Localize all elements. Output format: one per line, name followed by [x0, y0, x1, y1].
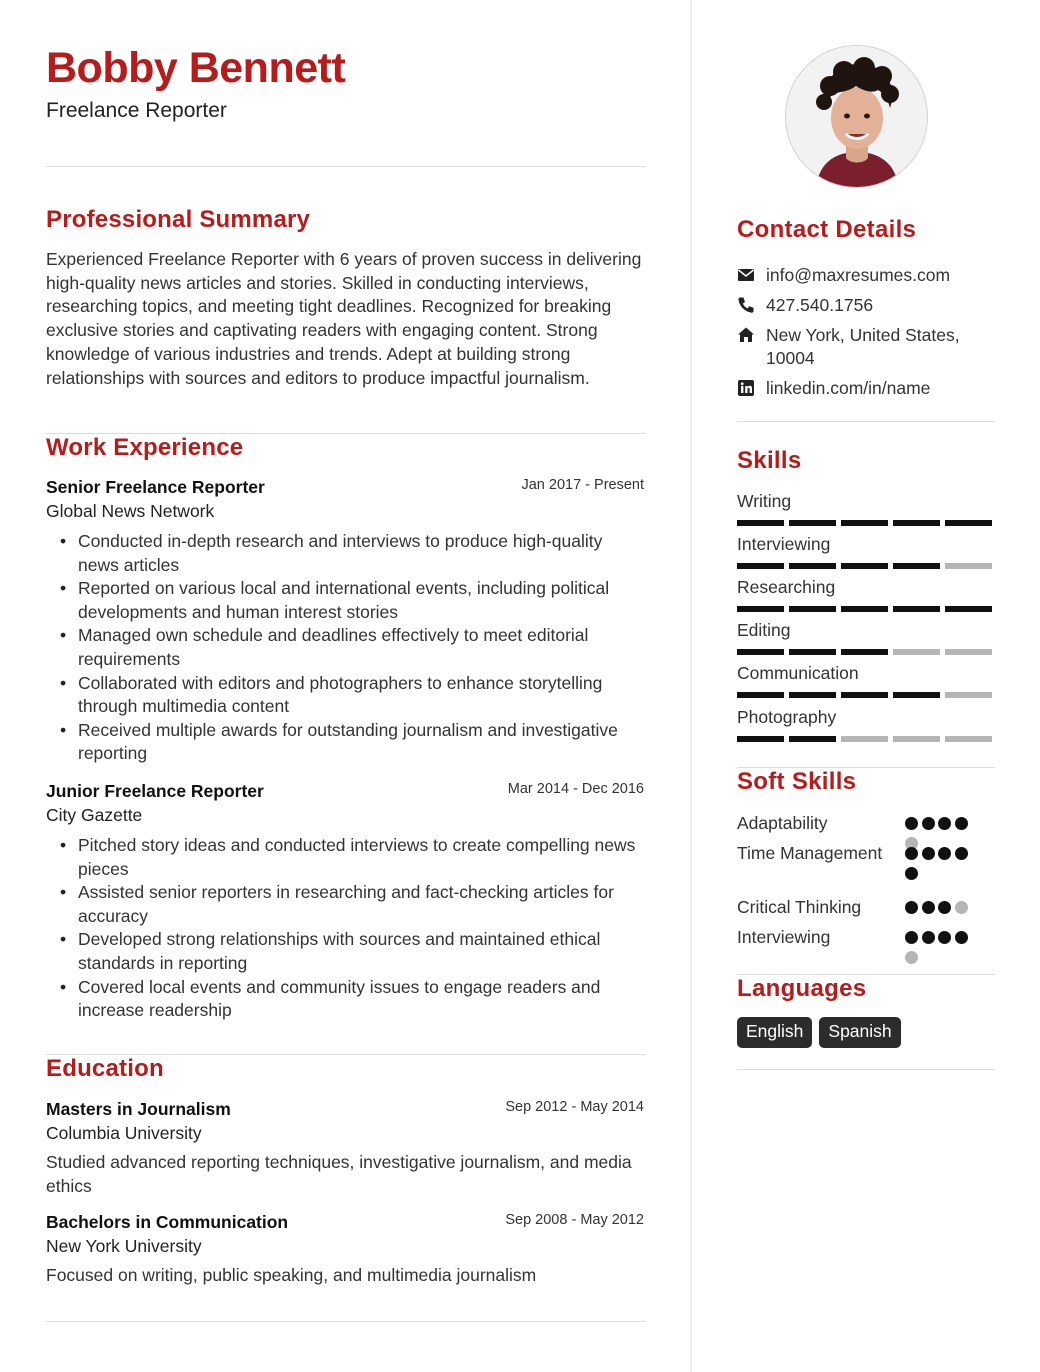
skill-level-segment [945, 649, 992, 655]
contact-heading: Contact Details [737, 216, 917, 243]
contact-linkedin[interactable] [737, 377, 995, 400]
rating-dot [905, 817, 918, 830]
skill-label: Editing [737, 620, 791, 640]
education-divider [46, 1321, 646, 1322]
skill-label: Researching [737, 577, 836, 597]
email-text: info@maxresumes.com [766, 265, 951, 285]
education-entry [46, 1212, 646, 1287]
skill-level-segment [945, 606, 992, 612]
skill-level-segment [893, 606, 940, 612]
rating-dot [905, 931, 918, 944]
skill-level-segment [789, 692, 836, 698]
skill-row [737, 491, 995, 526]
skills-heading: Skills [737, 447, 802, 474]
skill-level-segment [789, 520, 836, 526]
phone-icon [737, 296, 755, 314]
job-bullet: • Covered local events and community issues to engage readers and increase readership [78, 976, 646, 1023]
skill-level-bar [737, 736, 995, 742]
rating-dot [938, 847, 951, 860]
skill-row [737, 663, 995, 698]
skill-level-segment [737, 736, 784, 742]
skill-level-bar [737, 692, 995, 698]
skill-level-bar [737, 649, 995, 655]
skill-row [737, 620, 995, 655]
soft-skill-rating [905, 847, 981, 887]
skill-level-segment [841, 649, 888, 655]
skill-level-segment [893, 649, 940, 655]
skill-level-segment [789, 649, 836, 655]
rating-dot [938, 931, 951, 944]
school: New York University [46, 1236, 202, 1256]
rating-dot [905, 867, 918, 880]
education-dates: Sep 2008 - May 2012 [505, 1212, 644, 1228]
job-bullet: • Managed own schedule and deadlines effectively to meet editorial requirements [78, 624, 646, 671]
candidate-name: Bobby Bennett [46, 44, 346, 92]
school: Columbia University [46, 1123, 202, 1143]
education-description: Studied advanced reporting techniques, investigative journalism, and media ethics [46, 1152, 632, 1196]
job-entry [46, 477, 646, 766]
experience-heading: Work Experience [46, 434, 244, 461]
job-bullet: • Conducted in-depth research and interviews to produce high-quality news articles [78, 530, 646, 577]
languages-heading: Languages [737, 975, 867, 1002]
rating-dot [922, 901, 935, 914]
skill-level-segment [893, 520, 940, 526]
job-role: Senior Freelance Reporter [46, 477, 265, 497]
language-chip: Spanish [819, 1017, 900, 1048]
skill-row [737, 707, 995, 742]
soft-skill-row [737, 841, 995, 865]
rating-dot [905, 901, 918, 914]
skill-level-segment [945, 520, 992, 526]
job-entry [46, 781, 646, 1023]
job-bullets [46, 530, 646, 766]
skill-level-segment [737, 692, 784, 698]
language-chip: English [737, 1017, 812, 1048]
contact-divider [737, 421, 995, 422]
summary-text: Experienced Freelance Reporter with 6 years of proven success in delivering high-quality news articles and stories. Skilled in conducting interviews, researching topics, and meeting tight deadlines. Recognized for breaking exclusive stories and captivating readers with engaging content. Strong knowledge of various industries and trends. Adept at building strong relationships with sources and editors to produce impactful journalism. [46, 249, 642, 388]
education-description: Focused on writing, public speaking, and multimedia journalism [46, 1265, 537, 1285]
skill-level-segment [893, 692, 940, 698]
phone-text: 427.540.1756 [766, 295, 874, 315]
skill-label: Photography [737, 707, 837, 727]
rating-dot [938, 901, 951, 914]
job-dates: Mar 2014 - Dec 2016 [507, 781, 644, 797]
profile-photo [785, 45, 928, 188]
home-icon [737, 326, 755, 344]
skill-level-segment [841, 692, 888, 698]
job-dates: Jan 2017 - Present [521, 477, 644, 493]
rating-dot [905, 847, 918, 860]
envelope-icon [737, 266, 755, 284]
skill-level-segment [737, 649, 784, 655]
contact-address [737, 324, 995, 370]
skill-level-segment [789, 606, 836, 612]
education-dates: Sep 2012 - May 2014 [505, 1099, 644, 1115]
skill-row [737, 577, 995, 612]
soft-skill-label: Critical Thinking [737, 897, 862, 917]
rating-dot [922, 817, 935, 830]
job-role: Junior Freelance Reporter [46, 781, 264, 801]
contact-email[interactable] [737, 264, 995, 287]
rating-dot [955, 901, 968, 914]
rating-dot [922, 931, 935, 944]
rating-dot [955, 817, 968, 830]
rating-dot [938, 817, 951, 830]
candidate-title: Freelance Reporter [46, 99, 227, 122]
rating-dot [955, 931, 968, 944]
linkedin-icon [737, 379, 755, 397]
rating-dot [905, 951, 918, 964]
soft-skills-heading: Soft Skills [737, 768, 857, 795]
skill-label: Interviewing [737, 534, 831, 554]
job-organization: City Gazette [46, 805, 143, 825]
job-bullets [46, 834, 646, 1023]
contact-phone[interactable] [737, 294, 995, 317]
skill-level-segment [737, 520, 784, 526]
degree: Bachelors in Communication [46, 1212, 289, 1232]
skill-level-segment [737, 563, 784, 569]
skill-level-segment [841, 563, 888, 569]
skill-level-segment [841, 736, 888, 742]
skill-level-bar [737, 563, 995, 569]
languages-list [737, 1017, 901, 1048]
summary-heading: Professional Summary [46, 206, 311, 233]
skill-row [737, 534, 995, 569]
skill-level-segment [893, 563, 940, 569]
linkedin-text: linkedin.com/in/name [766, 378, 931, 398]
soft-skill-row [737, 895, 995, 919]
skill-level-bar [737, 606, 995, 612]
education-heading: Education [46, 1055, 164, 1082]
job-bullet: • Collaborated with editors and photographers to enhance storytelling through multimedia content [78, 672, 646, 719]
soft-skill-rating [905, 931, 981, 971]
skill-level-segment [841, 520, 888, 526]
skill-level-bar [737, 520, 995, 526]
skill-level-segment [893, 736, 940, 742]
soft-skill-label: Interviewing [737, 927, 831, 947]
skill-level-segment [789, 736, 836, 742]
skill-level-segment [945, 563, 992, 569]
rating-dot [922, 847, 935, 860]
skill-label: Communication [737, 663, 859, 683]
column-divider [690, 0, 692, 1372]
job-bullet: • Assisted senior reporters in researching and fact-checking articles for accuracy [78, 881, 646, 928]
skill-level-segment [789, 563, 836, 569]
header-divider [46, 166, 646, 167]
skill-level-segment [737, 606, 784, 612]
job-bullet: • Received multiple awards for outstanding journalism and investigative reporting [78, 719, 646, 766]
education-entry [46, 1099, 646, 1198]
soft-skill-row [737, 925, 995, 949]
soft-skill-rating [905, 901, 981, 921]
soft-skill-row [737, 811, 995, 835]
job-bullet: • Reported on various local and international events, including political developments and human interest stories [78, 577, 646, 624]
skill-level-segment [841, 606, 888, 612]
job-bullet: • Pitched story ideas and conducted interviews to create compelling news pieces [78, 834, 646, 881]
job-organization: Global News Network [46, 501, 215, 521]
soft-skill-label: Time Management [737, 843, 883, 863]
degree: Masters in Journalism [46, 1099, 231, 1119]
skill-label: Writing [737, 491, 792, 511]
skill-level-segment [945, 736, 992, 742]
skill-level-segment [945, 692, 992, 698]
rating-dot [955, 847, 968, 860]
languages-divider [737, 1069, 995, 1070]
job-bullet: • Developed strong relationships with sources and maintained ethical standards in reporting [78, 928, 646, 975]
soft-skill-label: Adaptability [737, 813, 828, 833]
address-text: New York, United States, 10004 [766, 325, 960, 368]
person-avatar-icon [786, 46, 928, 188]
